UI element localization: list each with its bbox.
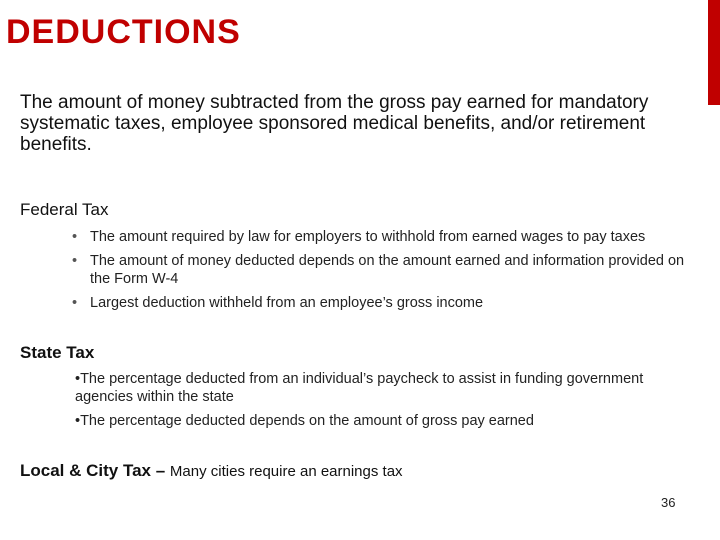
local-city-tax-label: Local & City Tax – — [20, 461, 166, 480]
bullet-text: The amount required by law for employers to withhold from earned wages to pay taxes — [90, 229, 646, 245]
state-tax-items — [75, 370, 695, 436]
federal-tax-heading: Federal Tax — [20, 200, 109, 219]
list-item — [72, 252, 702, 288]
bullet-icon: • — [72, 229, 78, 245]
bullet-icon: • — [72, 253, 78, 269]
list-item — [72, 294, 702, 312]
page-number: 36 — [661, 495, 676, 510]
intro-paragraph: The amount of money subtracted from the gross pay earned for mandatory systematic taxes, employee sponsored medical benefits, and/or retirement benefits. — [20, 92, 649, 155]
bullet-icon: • — [72, 295, 78, 311]
federal-tax-bullets — [72, 228, 702, 318]
bullet-text: The amount of money deducted depends on the amount earned and information provided on the Form W-4 — [90, 253, 685, 287]
list-item: •The percentage deducted from an individual’s paycheck to assist in funding government agencies within the state — [75, 371, 644, 405]
local-city-tax-description: Many cities require an earnings tax — [169, 463, 403, 480]
state-tax-heading: State Tax — [20, 343, 95, 362]
accent-bar — [708, 0, 720, 105]
bullet-text: Largest deduction withheld from an employee’s gross income — [90, 295, 484, 311]
slide-title: DEDUCTIONS — [6, 13, 241, 51]
list-item: •The percentage deducted depends on the amount of gross pay earned — [75, 413, 534, 429]
local-city-tax-line — [20, 461, 403, 482]
list-item — [72, 228, 702, 246]
